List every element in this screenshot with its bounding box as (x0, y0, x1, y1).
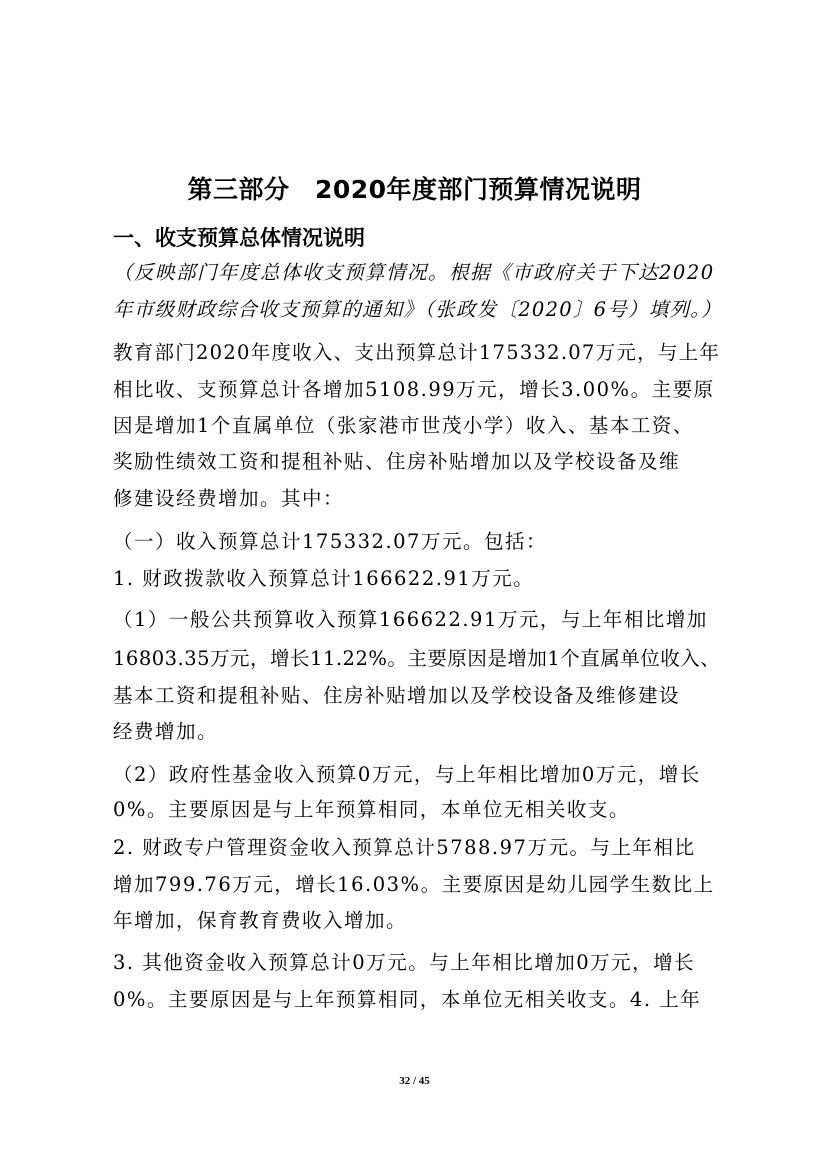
page-title: 第三部分 2020年度部门预算情况说明 (187, 175, 642, 204)
body-line: 经费增加。 (113, 720, 219, 743)
body-line: 0%。主要原因是与上年预算相同，本单位无相关收支。4. 上年 (113, 988, 702, 1011)
section-heading: 一、收支预算总体情况说明 (113, 226, 365, 250)
body-line: 基本工资和提租补贴、住房补贴增加以及学校设备及维修建设 (113, 684, 681, 707)
body-line: 教育部门2020年度收入、支出预算总计175332.07万元，与上年 (113, 341, 721, 364)
body-line: 奖励性绩效工资和提租补贴、住房补贴增加以及学校设备及维 (113, 450, 681, 473)
body-line: 0%。主要原因是与上年预算相同，本单位无相关收支。 (113, 798, 630, 821)
body-line: 增加799.76万元，增长16.03%。主要原因是幼儿园学生数比上 (113, 873, 715, 896)
body-line: 相比收、支预算总计各增加5108.99万元，增长3.00%。主要原 (113, 378, 715, 401)
body-line: 年市级财政综合收支预算的通知》（张政发〔2020〕6号）填列。） (113, 298, 723, 321)
body-line: 1. 财政拨款收入预算总计166622.91万元。 (113, 567, 535, 590)
body-line: 2. 财政专户管理资金收入预算总计5788.97万元。与上年相比 (113, 836, 696, 859)
body-line: 16803.35万元，增长11.22%。主要原因是增加1个直属单位收入、 (113, 647, 721, 670)
body-line: （1）一般公共预算收入预算166622.91万元，与上年相比增加 (113, 608, 708, 631)
page-number: 32 / 45 (399, 1075, 430, 1087)
body-line: （一）收入预算总计175332.07万元。包括： (113, 530, 547, 553)
body-line: 因是增加1个直属单位（张家港市世茂小学）收入、基本工资、 (113, 414, 694, 437)
body-line: 修建设经费增加。其中： (113, 487, 345, 510)
body-line: 3. 其他资金收入预算总计0万元。与上年相比增加0万元，增长 (113, 951, 696, 974)
body-line: （2）政府性基金收入预算0万元，与上年相比增加0万元，增长 (113, 763, 701, 786)
body-line: （反映部门年度总体收支预算情况。根据《市政府关于下达2020 (113, 261, 715, 284)
body-line: 年增加，保育教育费收入增加。 (113, 909, 408, 932)
